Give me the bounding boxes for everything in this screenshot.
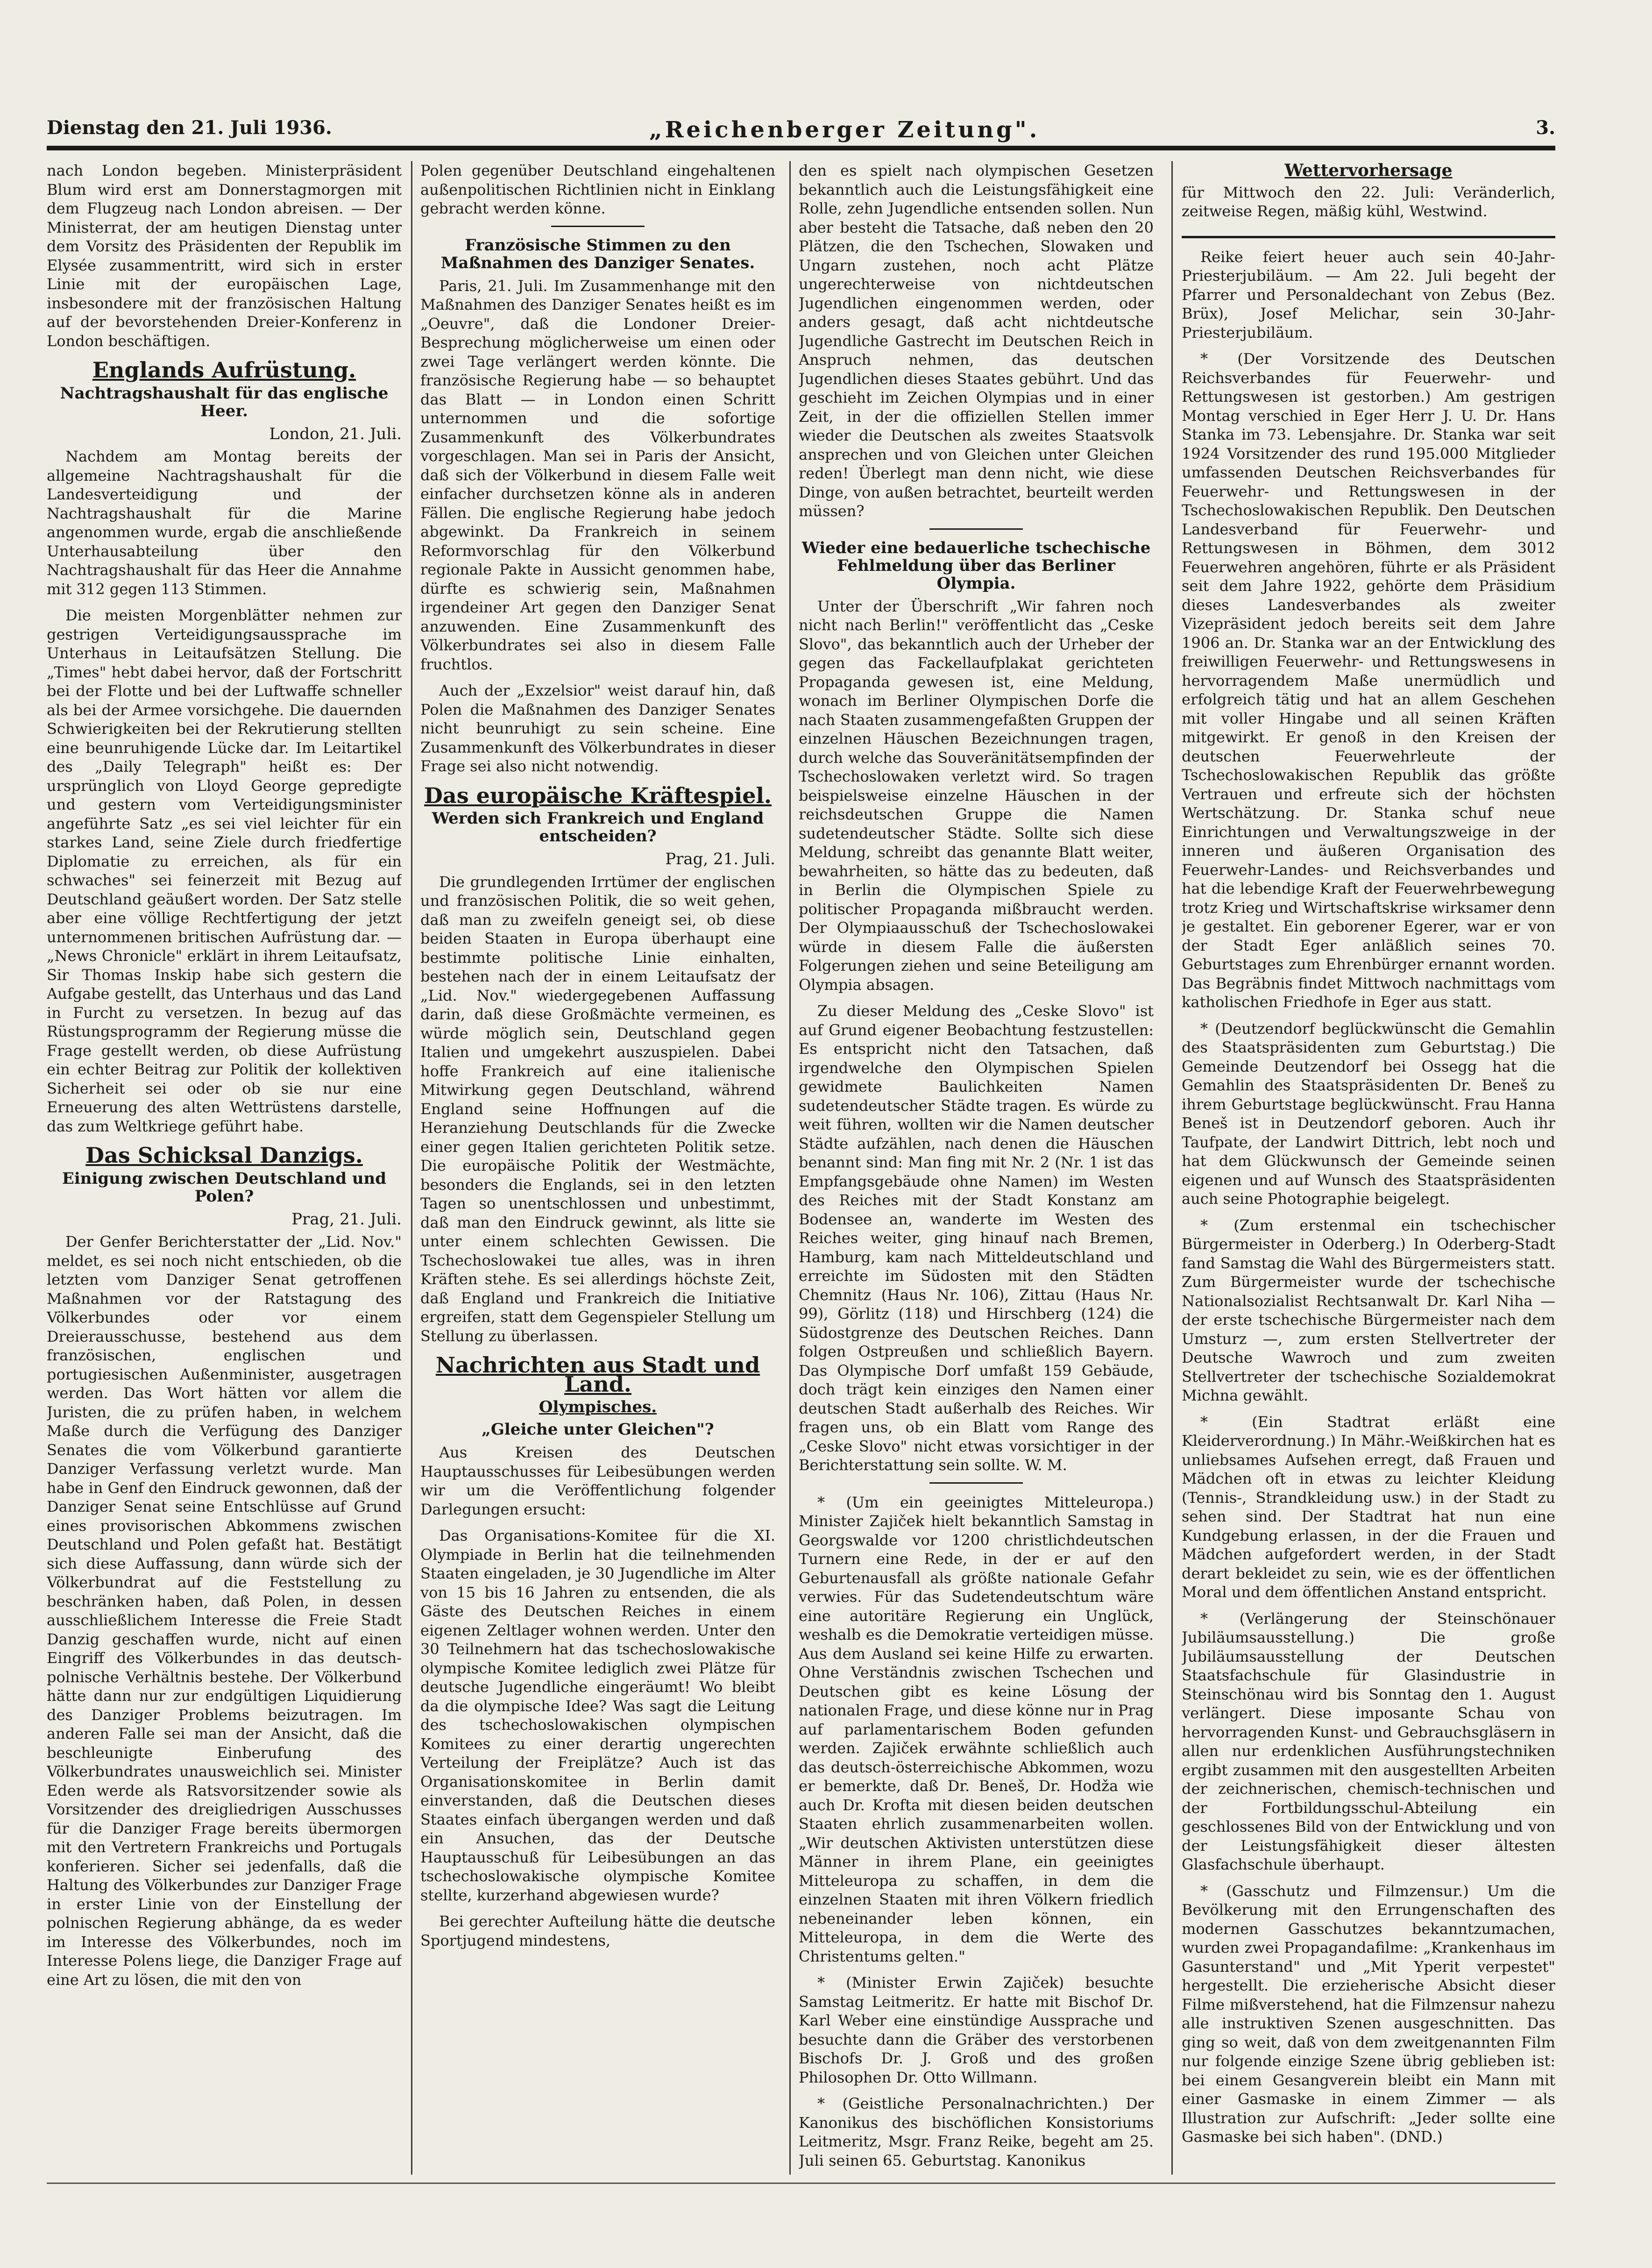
article-text: Polen gegenüber Deutschland eingehaltenen außenpolitischen Richtlinien nicht in Einklang gebracht werden könne. (420, 162, 775, 217)
news-item: * (Um ein geeinigtes Mitteleuropa.) Minister Zajiček hielt bekanntlich Samstag in Georgswalde vor 1200 christlichdeutschen Turnern eine Rede, in der er auf den Geburtenausfall als größte nationale Gefahr verwies. Für das Sudetendeutschtum wäre eine autoritäre Regierung ein Unglück, weshalb es die Demokratie verteidigen müsse. Aus dem Ausland sei keine Hilfe zu erwarten. Ohne Verständnis zwischen Tschechen und Deutschen gibt es keine Lösung der nationalen Frage, und diese könne nur in Prag auf parlamentarischem Boden gefunden werden. Zajiček erwähnte schließlich auch das deutsch-österreichische Abkommen, wozu er bemerkte, daß Dr. Beneš, Dr. Hodža wie auch Dr. Krofta mit diesen beiden deutschen Staaten ehrlich zusammenarbeiten wollen. „Wir deutschen Aktivisten unterstützen diese Männer in ihrem Plane, ein geeinigtes Mitteleuropa zu schaffen, in dem die einzelnen Staaten mit ihren Völkern friedlich nebeneinander leben können, ein Mitteleuropa, in dem die Werte des Christentums gelten." (799, 1493, 1154, 1965)
subheadline: Nachtragshaushalt für das englische Heer. (60, 384, 389, 420)
news-item: * (Minister Erwin Zajiček) besuchte Samstag Leitmeritz. Er hatte mit Bischof Dr. Karl Weber eine einstündige Aussprache und besuchte dann die Gräber des verstorbenen Bischofs Dr. J. Groß und des großen Philosophen Dr. Otto Willmann. (799, 1974, 1154, 2086)
headline-franzoesische-stimmen: Französische Stimmen zu den Maßnahmen des Danziger Senates. (440, 235, 755, 272)
subheadline: Werden sich Frankreich und England entscheiden? (432, 809, 764, 846)
news-item: * (Deutzendorf beglückwünscht die Gemahlin des Staatspräsidenten zum Geburtstag.) Die Gemeinde Deutzendorf bei Ossegg hat die Gemahlin des Staatspräsidenten Dr. Beneš zu ihrem Geburtstage beglückwünscht. Frau Hanna Beneš ist in Deutzendorf geboren. Auch ihr Taufpate, der Landwirt Dittrich, lebt noch und hat dem Glückwunsch der Gemeinde seinen eigenen und auf Wunsch des Staatspräsidenten auch seine Photographie beigelegt. (1182, 1019, 1555, 1208)
article-text: Aus Kreisen des Deutschen Hauptausschusses für Leibesübungen werden wir um die Veröffentlichung folgender Darlegungen ersucht: (420, 1443, 775, 1518)
column-1 (47, 161, 402, 1997)
bottom-rule (47, 2183, 1555, 2184)
header-rule (47, 146, 1555, 150)
article-text: Die meisten Morgenblätter nehmen zur gestrigen Verteidigungsaussprache im Unterhaus in Leitaufsätzen Stellung. Die „Times" hebt dabei hervor, daß der Fortschritt bei der Flotte und bei der Luftwaffe schneller als bei der Armee vorsichgehe. Die dauernden Schwierigkeiten bei der Rekrutierung stellten eine beunruhigende Lücke dar. Im Leitartikel des „Daily Telegraph" heißt es: Der ursprünglich von Lloyd George gepredigte und gestern vom Verteidigungsminister angeführte Satz „es sei viel leichter für ein starkes Land, seine Ziele durch friedfertige Diplomatie zu erreichen, als für ein schwaches" sei feinerzeit mit Bezug auf Deutschland geäußert worden. Der Satz stelle aber eine völlige Rechtfertigung der jetzt unternommenen britischen Aufrüstung dar. — „News Chronicle" erklärt in ihrem Leitaufsatz, Sir Thomas Inskip habe sich gestern die Aufgabe gestellt, das Unterhaus und das Land in Furcht zu versetzen. In bezug auf das Rüstungsprogramm der Regierung müsse die Frage gestellt werden, ob diese Aufrüstung ein echter Beitrag zur Politik der kollektiven Sicherheit sei oder ob sie nur eine Erneuerung des alten Wettrüstens darstelle, das zum Weltkriege geführt habe. (47, 606, 402, 1135)
weather-forecast-box (1182, 161, 1555, 238)
page-number: 3. (1536, 117, 1555, 139)
article-separator (551, 226, 645, 227)
article-text: den es spielt nach olympischen Gesetzen bekanntlich auch die Leistungsfähigkeit eine Rolle, zehn Jugendliche entsenden sollen. Nun aber besteht die Tatsache, daß neben den 20 Plätzen, die den Tschechen, Slowaken und Ungarn zustehen, noch acht Plätze ungerechterweise von nichtdeutschen Jugendlichen eingenommen werden, oder anders gesagt, daß acht nichtdeutsche Jugendliche Gastrecht im Deutschen Reich in Anspruch nehmen, das deutschen Jugendlichen dieses Staates gebührt. Und das geschieht im Zeichen Olympias und in einer Zeit, in der die offiziellen Stellen immer wieder die Deutschen als zweites Staatsvolk ansprechen und von Gleichen unter Gleichen reden! Überlegt man denn nicht, wie diese Dinge, von außen betrachtet, beurteilt werden müssen? (799, 162, 1154, 520)
headline-fehlmeldung: Wieder eine bedauerliche tschechische Fehlmeldung über das Berliner Olympia. (801, 538, 1151, 593)
news-item: * (Der Vorsitzende des Deutschen Reichsverbandes für Feuerwehr- und Rettungswesen ist gestorben.) Am gestrigen Montag verschied in Eger Herr J. U. Dr. Hans Stanka im 73. Lebensjahre. Dr. Stanka war seit 1924 Vorsitzender des rund 195.000 Mitglieder umfassenden Deutschen Reichsverbandes für Feuerwehr- und Rettungswesen in der Tschechoslowakischen Republik. Den Deutschen Landesverband für Feuerwehr- und Rettungswesen in Böhmen, dem 3012 Feuerwehren angehören, führte er als Präsident seit dem Jahre 1922, gehörte dem Präsidium dieses Landesverbandes als zweiter Vizepräsident jedoch bereits seit dem Jahre 1906 an. Dr. Stanka war an der Entwicklung des freiwilligen Feuerwehr- und Rettungswesens in hervorragendem Maße unermüdlich und erfolgreich tätig und hat an allem Geschehen mit voller Hingabe und all seinen Kräften mitgewirkt. Er genoß in den Kreisen der deutschen Feuerwehrleute der Tschechoslowakischen Republik das größte Vertrauen und erfreute sich der höchsten Wertschätzung. Dr. Stanka schuf neue Einrichtungen und Verwaltungszweige in der inneren und äußeren Organisation des Feuerwehr-Landes- und Reichsverbandes und hat die lebendige Kraft der Feuerwehrbewegung trotz Krieg und Wirtschaftskrise wirksamer denn je gestaltet. Ein geborener Egerer, war er von der Stadt Eger anläßlich seines 70. Geburtstages zum Ehrenbürger ernannt worden. Das Begräbnis findet Mittwoch nachmittags vom katholischen Friedhofe in Eger aus statt. (1182, 350, 1555, 1011)
page-header (47, 117, 1555, 149)
dateline: London, 21. Juli. (269, 424, 402, 443)
column-4 (1182, 161, 1555, 2154)
column-2 (420, 161, 775, 1957)
news-item: * (Ein Stadtrat erläßt eine Kleiderverordnung.) In Mähr.-Weißkirchen hat es unliebsames Aufsehen erregt, daß Frauen und Mädchen oft in etwas zu leichter Kleidung (Tennis-, Strandkleidung usw.) in der Stadt zu sehen sind. Der Stadtrat hat nun eine Kundgebung erlassen, in der die Frauen und Mädchen aufgefordert werden, in der Stadt derart bekleidet zu sein, wie es der öffentlichen Moral und dem öffentlichen Anstand entspricht. (1182, 1413, 1555, 1601)
article-text: Der Genfer Berichterstatter der „Lid. Nov." meldet, es sei noch nicht entschieden, ob die letzten vom Danziger Senat getroffenen Maßnahmen vor der Ratstagung des Völkerbundes oder vor einem Dreierausschusse, bestehend aus dem französischen, englischen und portugiesischen Außenminister, ausgetragen werden. Das Wort hätten vor allem die Juristen, die zu prüfen haben, in welchem Maße durch die Verfügung des Danziger Senates die vom Völkerbund garantierte Danziger Verfassung verletzt wurde. Man habe in Genf den Eindruck gewonnen, daß der Danziger Senat seine Entschlüsse auf Grund eines provisorischen Abkommens zwischen Deutschland und Polen gefaßt hat. Bestätigt sich diese Auffassung, dann würde sich der Völkerbundrat auf die Feststellung zu beschränken haben, daß Polen, in dessen ausschließlichem Interesse die Freie Stadt Danzig geschaffen wurde, nicht auf einen Eingriff des Völkerbundes in das deutsch-polnische Verhältnis bestehe. Der Völkerbund hätte dann nur zur endgültigen Liquidierung des Danziger Problems beizutragen. Im anderen Falle sei man der Ansicht, daß die beschleunigte Einberufung des Völkerbundrates unausweichlich sei. Minister Eden werde als Ratsvorsitzender sowie als Vorsitzender des dreigliedrigen Ausschusses für die Danziger Frage bereits übermorgen mit den Vertretern Frankreichs und Portugals konferieren. Sicher sei jedenfalls, daß die Haltung des Völkerbundes zur Danziger Frage in erster Linie von der Einstellung der polnischen Regierung abhänge, da es weder im Interesse des Völkerbundes, noch im Interesse Polens liege, die Danziger Frage auf eine Art zu lösen, die mit den von (47, 1233, 402, 1989)
column-rule (411, 161, 412, 2175)
article-text: Paris, 21. Juli. Im Zusammenhange mit den Maßnahmen des Danziger Senates heißt es im „Oeuvre", daß die Londoner Dreier-Besprechung möglicherweise um einen oder zwei Tage verlängert werden könnte. Die französische Regierung habe — so behauptet das Blatt — in London einen Schritt unternommen und die sofortige Zusammenkunft des Völkerbundrates vorgeschlagen. Man sei in Paris der Ansicht, daß sich der Völkerbund in diesem Falle weit einfacher durchsetzen könne als in anderen Fällen. Die englische Regierung habe jedoch abgewinkt. Da Frankreich in seinem Reformvorschlag für den Völkerbund regionale Pakte in Aussicht genommen habe, dürfte es schwierig sein, Maßnahmen irgendeiner Art gegen den Danziger Senat anzuwenden. Eine Zusammenkunft des Völkerbundrates sei also in diesem Falle fruchtlos. (420, 277, 775, 673)
column-3 (799, 161, 1154, 2177)
news-item: * (Verlängerung der Steinschönauer Jubiläumsausstellung.) Die große Jubiläumsausstellung der Deutschen Staatsfachschule für Glasindustrie in Steinschönau wird bis Sonntag den 1. August verlängert. Diese imposante Schau von hervorragenden Kunst- und Gebrauchsgläsern in allen nur erdenklichen Ausführungstechniken ergibt zusammen mit den ausgestellten Arbeiten der zeichnerischen, chemisch-technischen und der Fortbildungsschul-Abteilung ein geschlossenes Bild von der Entwicklung und von der Leistungsfähigkeit dieser ältesten Glasfachschule überhaupt. (1182, 1609, 1555, 1873)
subheadline: Einigung zwischen Deutschland und Polen? (62, 1169, 387, 1206)
news-item: * (Geistliche Personalnachrichten.) Der Kanonikus des bischöflichen Konsistoriums Leitmeritz, Msgr. Franz Reike, begeht am 25. Juli seinen 65. Geburtstag. Kanonikus (799, 2095, 1154, 2169)
news-item: Reike feiert heuer auch sein 40-Jahr-Priesterjubiläum. — Am 22. Juli begeht der Pfarrer und Personaldechant von Zebus (Bez. Brüx), Josef Melichar, sein 30-Jahr-Priesterjubiläum. (1182, 248, 1555, 341)
subheadline: „Gleiche unter Gleichen"? (482, 1420, 714, 1439)
issue-date: Dienstag den 21. Juli 1936. (47, 117, 332, 139)
article-text: Auch der „Exzelsior" weist darauf hin, daß Polen die Maßnahmen des Danziger Senates nicht beunruhigt zu sein scheine. Eine Zusammenkunft des Völkerbundrates in dieser Frage sei also nicht notwendig. (420, 682, 775, 775)
article-text: Bei gerechter Aufteilung hätte die deutsche Sportjugend mindestens, (420, 1913, 775, 1949)
dateline: Prag, 21. Juli. (665, 850, 775, 868)
column-rule (1171, 161, 1173, 2175)
article-text: Das Organisations-Komitee für die XI. Olympiade in Berlin hat die teilnehmenden Staaten eingeladen, je 30 Jugendliche im Alter von 15 bis 16 Jahren zu entsenden, die als Gäste des Deutschen Reiches in einem eigenen Zeltlager wohnen werden. Unter den 30 Teilnehmern hat das tschechoslowakische olympische Komitee lediglich zwei Plätze für deutsche Jugendliche eingeräumt! Wo bleibt da die olympische Idee? Was sagt die Leitung des tschechoslowakischen olympischen Komitees zu einer derartig ungerechten Verteilung der Freiplätze? Auch ist das Organisationskomitee in Berlin damit einverstanden, daß die Deutschen dieses Staates einfach übergangen werden und daß ein Ansuchen, das der Deutsche Hauptausschuß für Leibesübungen an das tschechoslowakische olympische Komitee stellte, kurzerhand abgewiesen wurde? (420, 1527, 775, 1904)
article-text: Zu dieser Meldung des „Ceske Slovo" ist auf Grund eigener Beobachtung festzustellen: Es entspricht nicht den Tatsachen, daß irgendwelche den Olympischen Spielen gewidmete Baulichkeiten Namen sudetendeutscher Städte tragen. Es würde zu weit führen, wollten wir die Namen deutscher Städte aufzählen, nach denen die Häuschen benannt sind: Man fing mit Nr. 2 (Nr. 1 ist das Empfangsgebäude ohne Namen) im Westen des Reiches mit der Stadt Konstanz am Bodensee an, wanderte im Westen des Reiches weiter, ging hinauf nach Bremen, Hamburg, kam nach Mitteldeutschland und erreichte im Südosten mit den Städten Chemnitz (Haus Nr. 106), Zittau (Haus Nr. 99), Görlitz (118) und Hirschberg (124) die Südostgrenze des Deutschen Reiches. Dann folgen Ostpreußen und schließlich Bayern. Das Olympische Dorf umfaßt 159 Gebäude, doch trägt kein einziges den Namen einer deutschen Stadt außerhalb des Reiches. Wir fragen uns, ob ein Blatt vom Range des „Ceske Slovo" nicht etwas vorsichtiger in der Berichterstattung sein sollte. W. M. (799, 1002, 1154, 1474)
newspaper-title: „Reichenberger Zeitung". (649, 117, 1040, 143)
weather-title: Wettervorhersage (1284, 161, 1453, 180)
headline-schicksal-danzigs: Das Schicksal Danzigs. (85, 1143, 363, 1168)
article-separator (929, 1482, 1023, 1484)
news-item: * (Zum erstenmal ein tschechischer Bürgermeister in Oderberg.) In Oderberg-Stadt fand Samstag die Wahl des Bürgermeisters statt. Zum Bürgermeister wurde der tschechische Nationalsozialist Rechtsanwalt Dr. Karl Niha — der erste tschechische Bürgermeister nach dem Umsturz —, zum ersten Stellvertreter der Deutsche Wawroch und zum zweiten Stellvertreter der tschechische Sozialdemokrat Michna gewählt. (1182, 1216, 1555, 1404)
news-item: * (Gasschutz und Filmzensur.) Um die Bevölkerung mit den Errungenschaften des modernen Gasschutzes bekanntzumachen, wurden zwei Propagandafilme: „Krankenhaus im Gasunterstand" und „Mit Yperit verpestet" hergestellt. Die erzieherische Absicht dieser Filme mißverstehend, hat die Filmzensur nahezu alle instruktiven Szenen ausgeschnitten. Das ging so weit, daß von dem zweitgenannten Film nur folgende einzige Szene übrig geblieben ist: bei einem Gesangverein bleibt ein Mann mit einer Gasmaske in einem Zimmer — als Illustration zur Aufschrift: „Jeder sollte eine Gasmaske bei sich haben". (DND.) (1182, 1882, 1555, 2146)
weather-text: für Mittwoch den 22. Juli: Veränderlich, zeitweise Regen, mäßig kühl, Westwind. (1182, 183, 1555, 220)
article-text: Unter der Überschrift „Wir fahren noch nicht nach Berlin!" veröffentlicht das „Ceske Slovo", das bekanntlich auch der Urheber der gegen das Fackellaufplakat gerichteten Propaganda gewesen ist, eine Meldung, wonach im Berliner Olympischen Dorfe die nach Staaten zusammengefaßten Gruppen der einzelnen Häuschen Bezeichnungen tragen, durch welche das Souveränitätsempfinden der Tschechoslowaken verletzt wird. So tragen beispielsweise einzelne Häuschen in der reichsdeutschen Gruppe die Namen sudetendeutscher Städte. Sollte sich diese Meldung, schreibt das genannte Blatt weiter, bewahrheiten, so hätte das zu bedeuten, daß in Berlin die Olympischen Spiele zu politischer Propaganda mißbraucht werden. Der Olympiaausschuß der Tschechoslowakei würde in diesem Falle die äußersten Folgerungen ziehen und seine Beteiligung am Olympia absagen. (799, 597, 1154, 994)
headline-englands-aufruestung: Englands Aufrüstung. (92, 357, 356, 383)
article-text: nach London begeben. Ministerpräsident Blum wird erst am Donnerstagmorgen mit dem Flugzeug nach London abreisen. — Der Ministerrat, der am heutigen Dienstag unter dem Vorsitz des Präsidenten der Republik im Elysée zusammentritt, wird sich in erster Linie mit der europäischen Lage, insbesondere mit der französischen Haltung auf der bevorstehenden Dreier-Konferenz in London beschäftigen. (47, 162, 402, 350)
headline-nachrichten: Nachrichten aus Stadt und Land. (435, 1352, 760, 1397)
article-separator (929, 528, 1023, 530)
column-rule (789, 161, 791, 2175)
article-text: Die grundlegenden Irrtümer der englischen und französischen Politik, die so weit gehen, daß man zu zweifeln geneigt sei, ob diese beiden Staaten in Europa überhaupt eine bestimmte politische Linie einhalten, bestehen nach der in einem Leitaufsatz der „Lid. Nov." wiedergegebenen Auffassung darin, daß diese Großmächte vermeinen, es würde möglich sein, Deutschland gegen Italien und umgekehrt auszuspielen. Dabei hoffe Frankreich auf eine italienische Mitwirkung gegen Deutschland, während England seine Hoffnungen auf die Heranziehung Deutschlands für die Zwecke einer gegen Italien gerichteten Politik setze. Die europäische Politik der Westmächte, besonders die Englands, sei in den letzten Tagen so unentschlossen und unbestimmt, daß man den Eindruck gewinnt, als litte sie unter einem schlechten Gewissen. Die Tschechoslowakei tue alles, was in ihren Kräften stehe. Es sei allerdings höchste Zeit, daß England und Frankreich die Initiative ergreifen, statt dem Gegenspieler Stellung um Stellung zu überlassen. (420, 873, 775, 1345)
headline-olympisches: Olympisches. (539, 1398, 657, 1416)
dateline: Prag, 21. Juli. (291, 1209, 402, 1229)
article-text: Nachdem am Montag bereits der allgemeine Nachtragshaushalt für die Landesverteidigung und der Nachtragshaushalt für die Marine angenommen wurde, ergab die anschließende Unterhausabteilung über den Nachtragshaushalt für das Heer die Annahme mit 312 gegen 113 Stimmen. (47, 448, 402, 598)
headline-kraeftespiel: Das europäische Kräftespiel. (424, 782, 772, 808)
